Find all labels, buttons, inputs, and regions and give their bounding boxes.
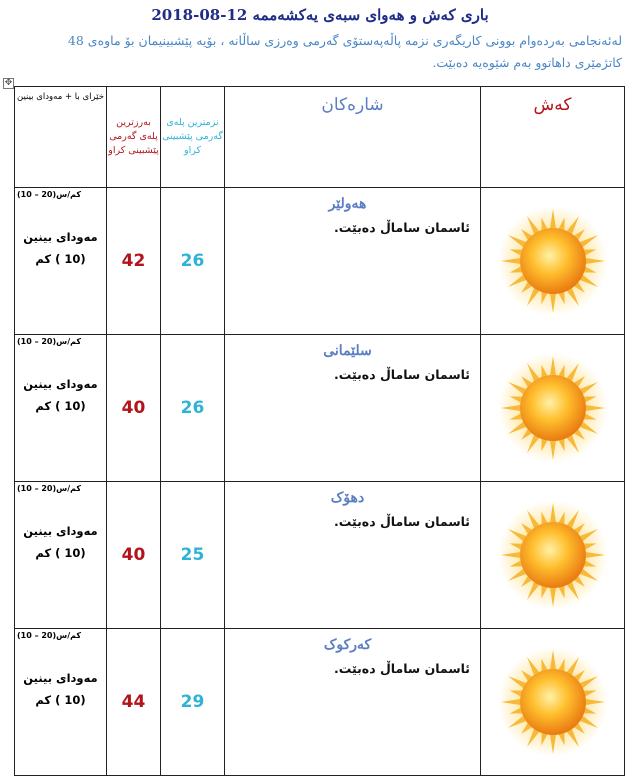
wind-speed: (10 – 20)کم/س bbox=[17, 190, 82, 199]
min-temp: 25 bbox=[161, 482, 225, 629]
city-name: کەرکوک bbox=[323, 637, 372, 653]
sun-icon bbox=[497, 499, 609, 611]
visibility-value: (10 ) کم bbox=[35, 546, 86, 560]
visibility-value: (10 ) کم bbox=[35, 399, 86, 413]
city-name: دهۆک bbox=[330, 490, 365, 506]
city-name: هەولێر bbox=[328, 196, 367, 212]
visibility-label: مەودای بینین bbox=[23, 524, 98, 538]
wind-visibility-cell bbox=[15, 335, 107, 482]
min-temp: 26 bbox=[161, 335, 225, 482]
visibility-label: مەودای بینین bbox=[23, 377, 98, 391]
weather-icon-cell bbox=[481, 482, 625, 629]
page-title: باری کەش و هەوای سبەی یەکشەممە 12-08-2018 bbox=[151, 6, 489, 24]
visibility-label: مەودای بینین bbox=[23, 671, 98, 685]
weather-icon-cell bbox=[481, 188, 625, 335]
wind-visibility-cell bbox=[15, 482, 107, 629]
forecast-table bbox=[14, 86, 625, 776]
weather-description: ئاسمان ساماڵ دەبێت. bbox=[334, 514, 470, 529]
wind-visibility-cell bbox=[15, 188, 107, 335]
wind-visibility-cell bbox=[15, 629, 107, 776]
table-row bbox=[15, 188, 625, 335]
header-wind-visibility: خێرای با + مەودای بینین bbox=[15, 87, 107, 188]
visibility-label: مەودای بینین bbox=[23, 230, 98, 244]
city-cell bbox=[225, 482, 481, 629]
header-min-temp: نزمترین پلەی گەرمی پێشبینی کراو bbox=[161, 87, 225, 188]
sun-icon bbox=[497, 205, 609, 317]
max-temp: 40 bbox=[107, 482, 161, 629]
forecast-intro: لەئەنجامی بەردەوام بوونی کاریگەری نزمە پاڵەپەستۆی گەرمی وەرزی ساڵانە ، بۆیە پێشبینیمان بۆ ماوەی 48 کاتژمێری داهاتوو بەم شێوەیە دەبێت. bbox=[67, 33, 622, 70]
table-row bbox=[15, 629, 625, 776]
weather-description: ئاسمان ساماڵ دەبێت. bbox=[334, 220, 470, 235]
wind-speed: (10 – 20)کم/س bbox=[17, 631, 82, 640]
city-cell bbox=[225, 188, 481, 335]
weather-description: ئاسمان ساماڵ دەبێت. bbox=[334, 661, 470, 676]
header-max-temp: بەرزترین پلەی گەرمی پێشبینی کراو bbox=[107, 87, 161, 188]
city-name: سلێمانی bbox=[323, 343, 372, 359]
weather-icon-cell bbox=[481, 335, 625, 482]
sun-icon bbox=[497, 352, 609, 464]
weather-icon-cell bbox=[481, 629, 625, 776]
weather-description: ئاسمان ساماڵ دەبێت. bbox=[334, 367, 470, 382]
min-temp: 26 bbox=[161, 188, 225, 335]
sun-icon bbox=[497, 646, 609, 758]
visibility-value: (10 ) کم bbox=[35, 693, 86, 707]
header-weather: کەش bbox=[481, 87, 625, 188]
min-temp: 29 bbox=[161, 629, 225, 776]
max-temp: 44 bbox=[107, 629, 161, 776]
wind-speed: (10 – 20)کم/س bbox=[17, 484, 82, 493]
wind-speed: (10 – 20)کم/س bbox=[17, 337, 82, 346]
city-cell bbox=[225, 629, 481, 776]
max-temp: 42 bbox=[107, 188, 161, 335]
table-row bbox=[15, 335, 625, 482]
city-cell bbox=[225, 335, 481, 482]
table-move-handle-icon[interactable]: ✥ bbox=[4, 78, 13, 88]
header-cities: شارەکان bbox=[225, 87, 481, 188]
visibility-value: (10 ) کم bbox=[35, 252, 86, 266]
table-row bbox=[15, 482, 625, 629]
table-header-row bbox=[15, 87, 625, 188]
max-temp: 40 bbox=[107, 335, 161, 482]
